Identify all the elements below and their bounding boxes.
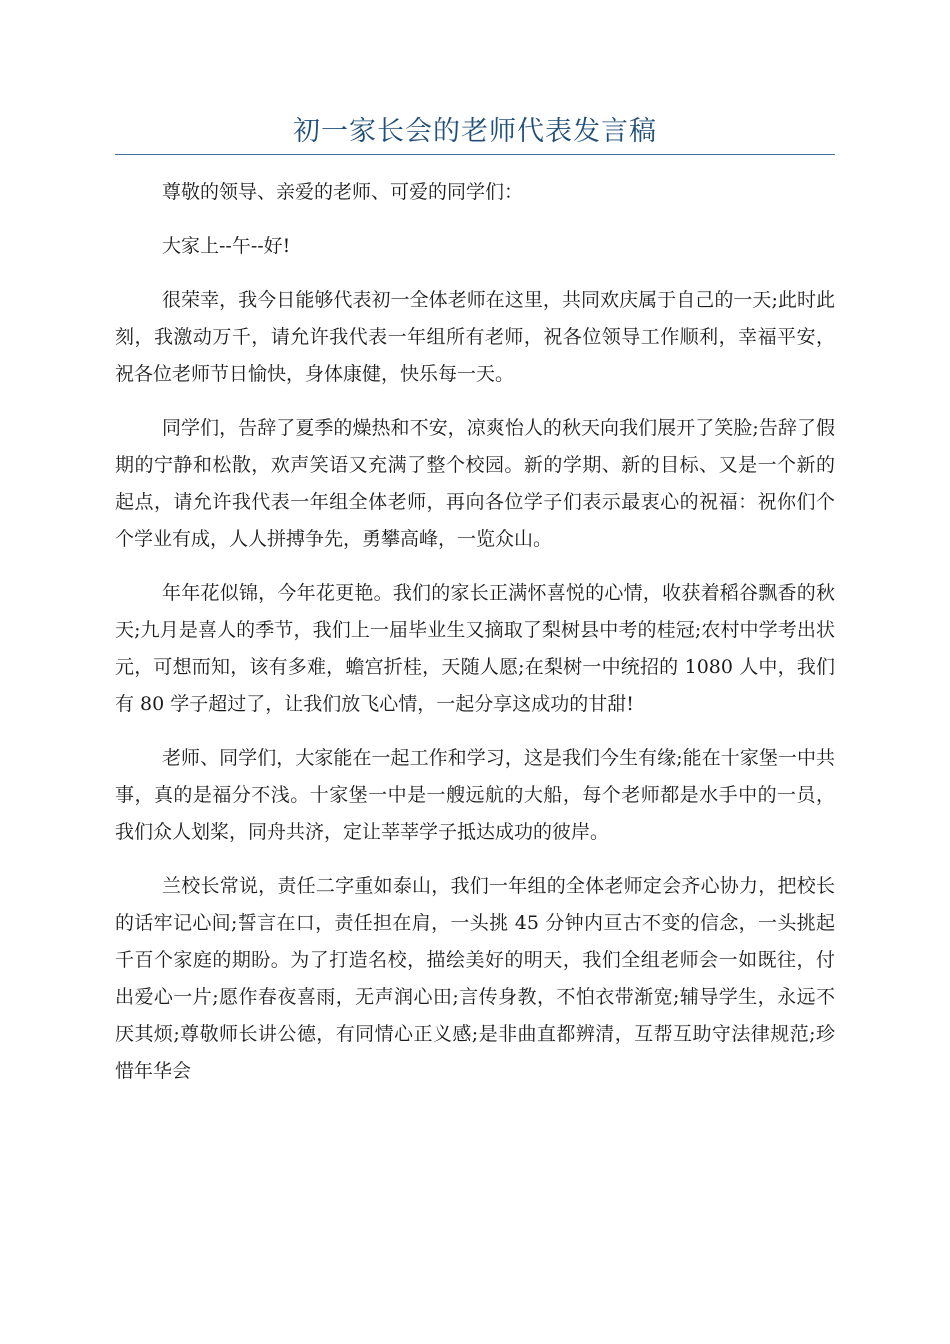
paragraph: 老师、同学们，大家能在一起工作和学习，这是我们今生有缘;能在十家堡一中共事，真的是福分不浅。十家堡一中是一艘远航的大船，每个老师都是水手中的一员，我们众人划桨，同舟共济，定让莘莘学子抵达成功的彼岸。 xyxy=(115,747,835,843)
document-body xyxy=(115,174,835,1107)
paragraph: 年年花似锦，今年花更艳。我们的家长正满怀喜悦的心情，收获着稻谷飘香的秋天;九月是喜人的季节，我们上一届毕业生又摘取了梨树县中考的桂冠;农村中学考出状元，可想而知，该有多难，蟾宫折桂，天随人愿;在梨树一中统招的 1080 人中，我们有 80 学子超过了，让我们放飞心情，一起分享这成功的甘甜! xyxy=(115,582,835,715)
title-underline xyxy=(115,154,835,155)
paragraph: 兰校长常说，责任二字重如泰山，我们一年组的全体老师定会齐心协力，把校长的话牢记心间;誓言在口，责任担在肩，一头挑 45 分钟内亘古不变的信念，一头挑起千百个家庭的期盼。为了打造名校，描绘美好的明天，我们全组老师会一如既往，付出爱心一片;愿作春夜喜雨，无声润心田;言传身教，不怕衣带渐宽;辅导学生，永远不厌其烦;尊敬师长讲公德，有同情心正义感;是非曲直都辨清，互帮互助守法律规范;珍惜年华会 xyxy=(115,875,835,1082)
paragraph-salutation: 尊敬的领导、亲爱的老师、可爱的同学们： xyxy=(162,181,524,203)
paragraph: 同学们，告辞了夏季的燥热和不安，凉爽怡人的秋天向我们展开了笑脸;告辞了假期的宁静和松散，欢声笑语又充满了整个校园。新的学期、新的目标、又是一个新的起点，请允许我代表一年组全体老师，再向各位学子们表示最衷心的祝福：祝你们个个学业有成，人人拼搏争先，勇攀高峰，一览众山。 xyxy=(115,417,835,550)
paragraph-greeting: 大家上--午--好! xyxy=(162,235,291,257)
document-title: 初一家长会的老师代表发言稿 xyxy=(293,116,657,147)
paragraph: 很荣幸，我今日能够代表初一全体老师在这里，共同欢庆属于自己的一天;此时此刻，我激动万千，请允许我代表一年组所有老师，祝各位领导工作顺利，幸福平安，祝各位老师节日愉快，身体康健，快乐每一天。 xyxy=(115,289,835,385)
